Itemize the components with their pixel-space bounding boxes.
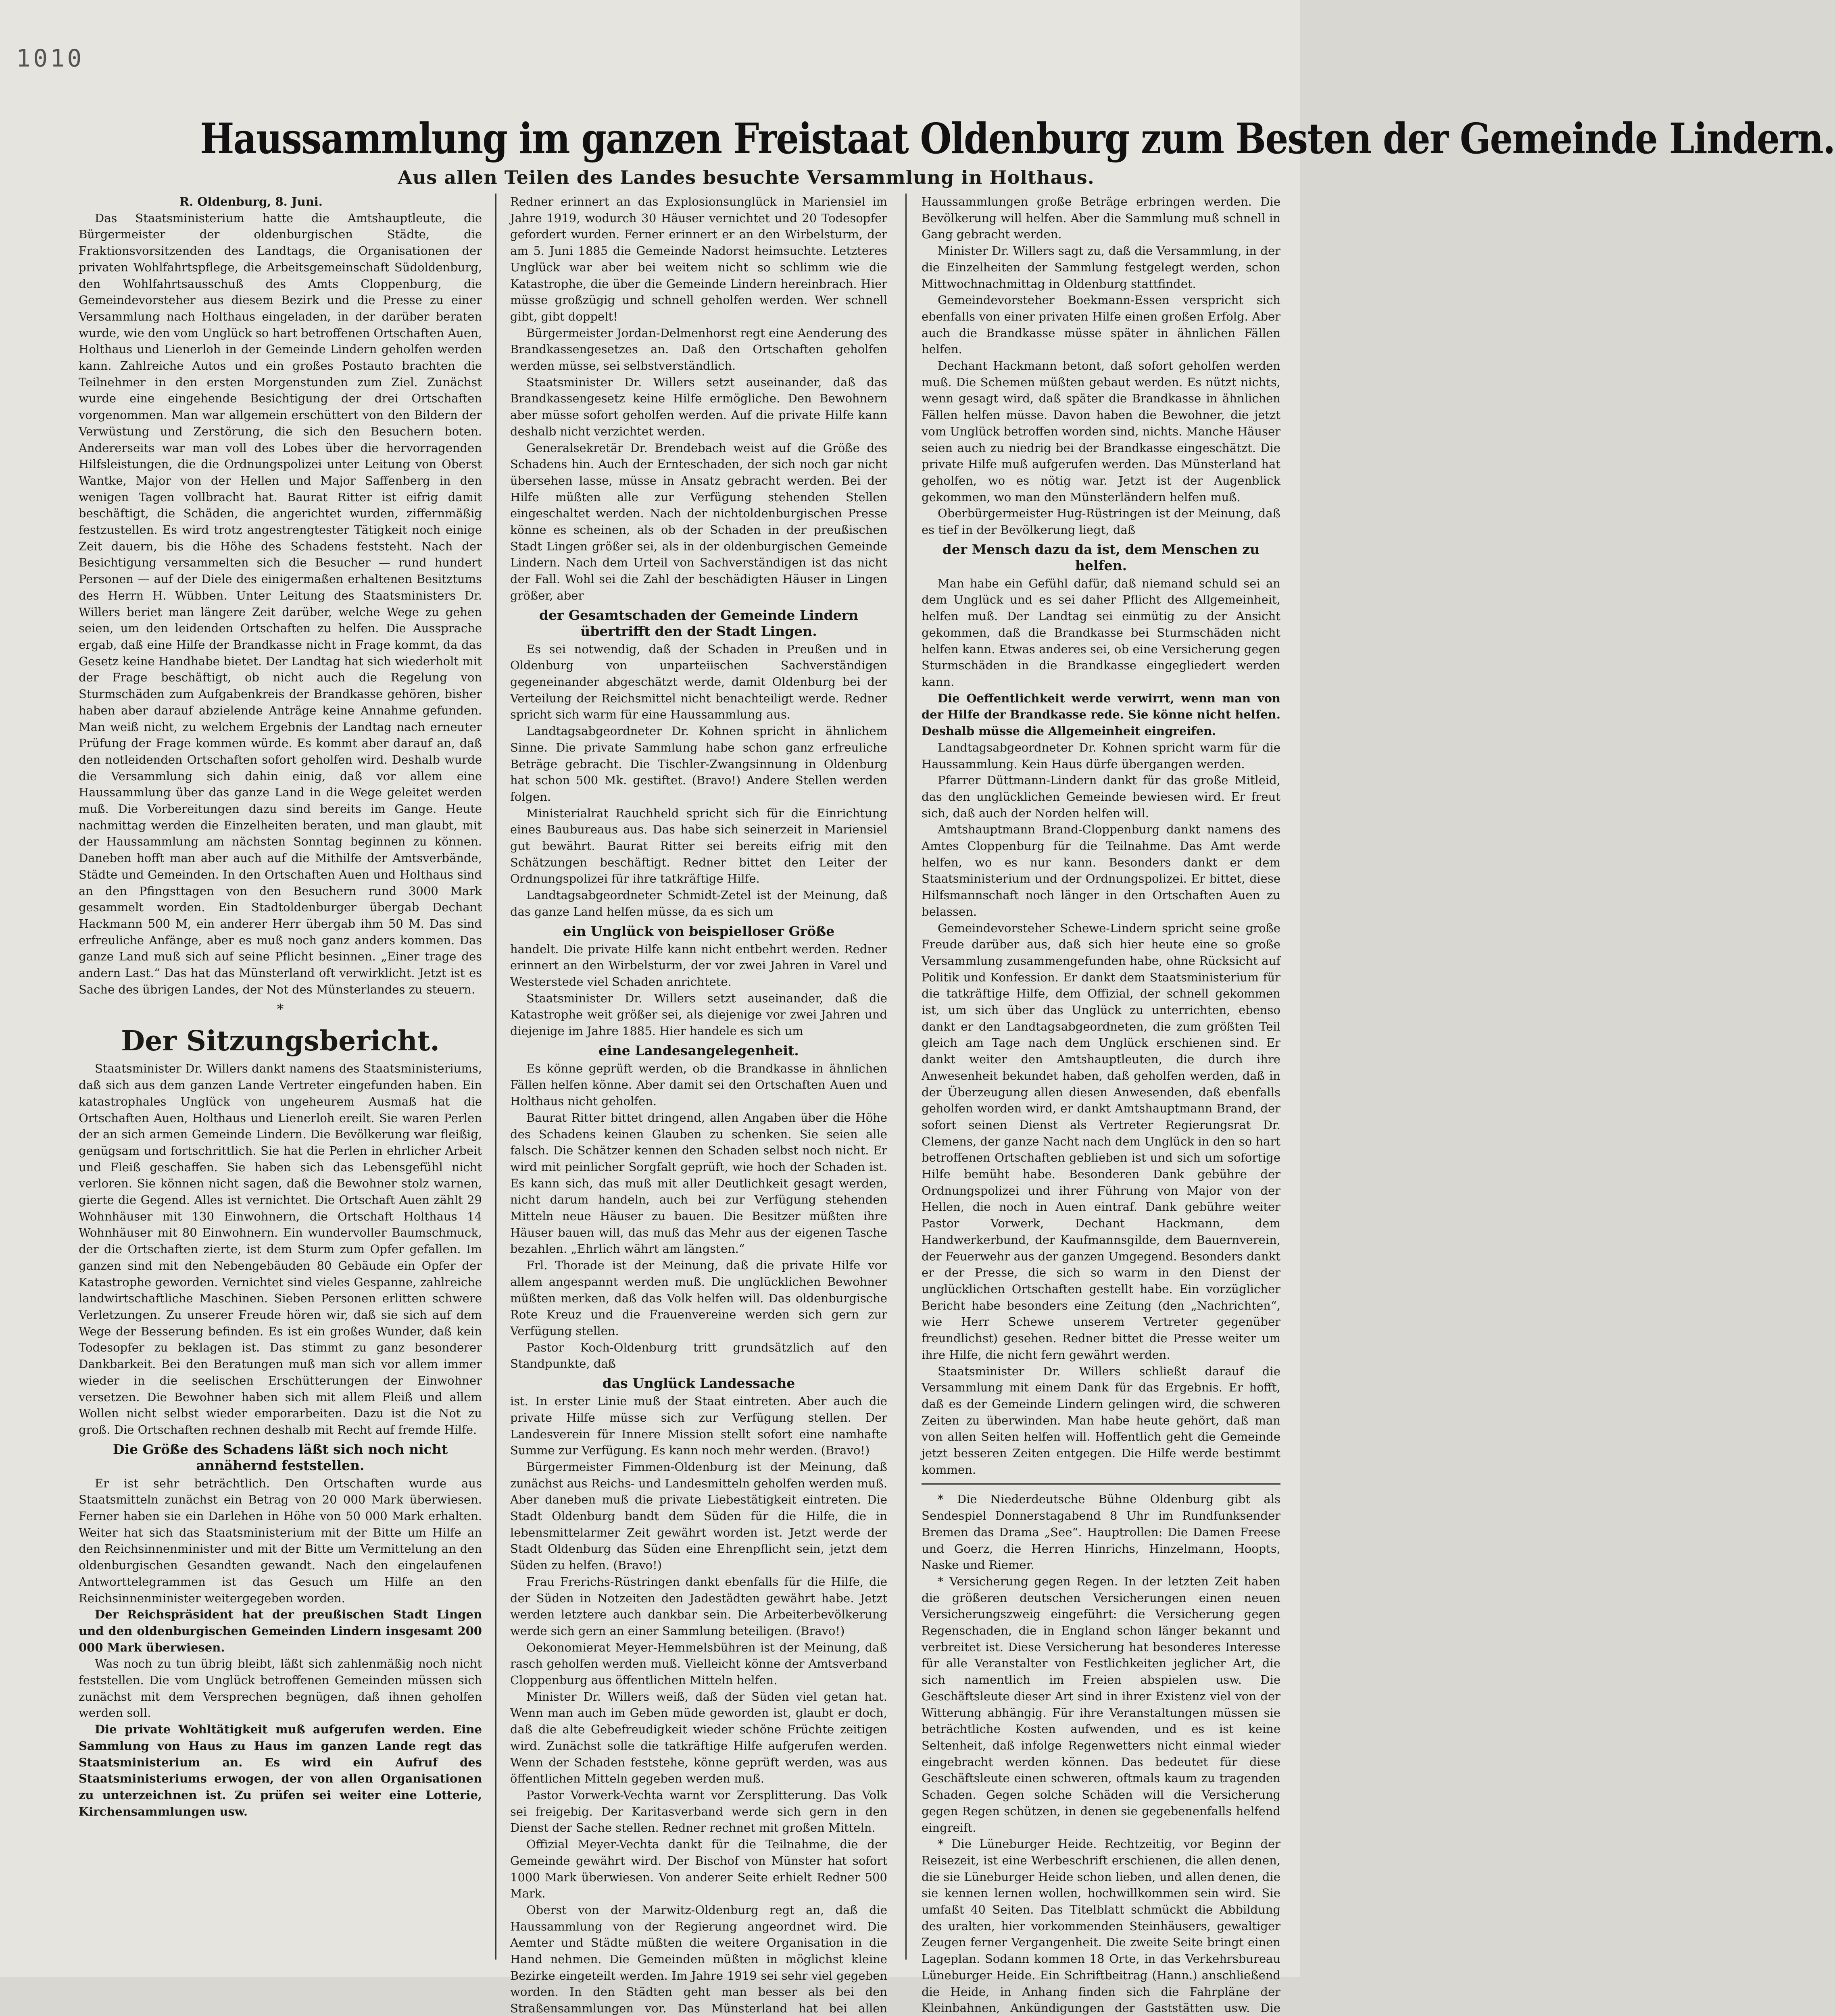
paragraph: Gemeindevorsteher Boekmann-Essen verspricht sich ebenfalls von einer privaten Hilfe einen großen Erfolg. Aber auch die Brandkasse müsse später in ähnlichen Fällen helfen. [922, 293, 1280, 356]
paragraph: Pfarrer Düttmann-Lindern dankt für das große Mitleid, das den unglücklichen Gemeinde bewiesen wird. Er freut sich, daß auch der Norden helfen will. [922, 773, 1280, 820]
paragraph: Minister Dr. Willers sagt zu, daß die Versammlung, in der die Einzelheiten der Sammlung festgelegt werden, schon Mittwochnachmittag in Oldenburg stattfindet. [922, 244, 1280, 291]
paragraph: Was noch zu tun übrig bleibt, läßt sich zahlenmäßig noch nicht feststellen. Die vom Unglück betroffenen Gemeinden müssen sich zunächst mit dem Versprechen begnügen, daß ihnen geholfen werden soll. [79, 1657, 482, 1720]
paragraph: Redner erinnert an das Explosionsunglück in Mariensiel im Jahre 1919, wodurch 30 Häuser vernichtet und 20 Todesopfer gefordert wurden. Ferner erinnert er an den Wirbelsturm, der am 5. Juni 1885 die Gemeinde Nadorst heimsuchte. Letzteres Unglück war aber bei weitem nicht so schlimm wie die Katastrophe, die über die Gemeinde Lindern hereinbrach. Hier müsse großzügig und schnell geholfen werden. Wer schnell gibt, gibt doppelt! [510, 195, 887, 323]
paragraph: Staatsminister Dr. Willers setzt auseinander, daß das Brandkassengesetz keine Hilfe ermögliche. Den Bewohnern aber müsse sofort geholfen werden. Auf die private Hilfe kann deshalb nicht verzichtet werden. [510, 375, 887, 438]
paragraph: Staatsminister Dr. Willers schließt darauf die Versammlung mit einem Dank für das Ergebnis. Er hofft, daß es der Gemeinde Lindern gelingen wird, die schweren Zeiten zu überwinden. Man habe heute gehört, daß man von allen Seiten helfen will. Hoffentlich geht die Gemeinde jetzt besseren Zeiten entgegen. Die Hilfe werde bestimmt kommen. [922, 1364, 1280, 1477]
paragraph: Das Staatsministerium hatte die Amtshauptleute, die Bürgermeister der oldenburgischen Städte, die Fraktionsvorsitzenden des Landtags, die Organisationen der privaten Wohlfahrtspflege, die Arbeitsgemeinschaft Südoldenburg, den Wohlfahrtsausschuß des Amts Cloppenburg, die Gemeindevorsteher aus diesem Bezirk und die Presse zu einer Versammlung nach Holthaus eingeladen, in der darüber beraten wurde, wie den vom Unglück so hart betroffenen Ortschaften Auen, Holthaus und Lienerloh in der Gemeinde Lindern geholfen werden kann. Zahlreiche Autos und ein großes Postauto brachten die Teilnehmer in den ersten Morgenstunden zum Ziel. Zunächst wurde eine eingehende Besichtigung der drei Ortschaften vorgenommen. Man war allgemein erschüttert von den Bildern der Verwüstung und Zerstörung, die sich den Besuchern boten. Andererseits war man voll des Lobes über die hervorragenden Hilfsleistungen, die die Ordnungspolizei unter Leitung von Oberst Wantke, Major von der Hellen und Major Saffenberg in den wenigen Tagen vollbracht hat. Baurat Ritter ist eifrig damit beschäftigt, die Schäden, die angerichtet wurden, ziffernmäßig festzustellen. Es wird trotz angestrengtester Tätigkeit noch einige Zeit dauern, bis die Höhe des Schadens feststeht. Nach der Besichtigung versammelten sich die Besucher — rund hundert Personen — auf der Diele des einigermaßen erhaltenen Besitztums des Herrn H. Wübben. Unter Leitung des Staatsministers Dr. Willers beriet man längere Zeit darüber, welche Wege zu gehen seien, um den leidenden Ortschaften zu helfen. Die Aussprache ergab, daß eine Hilfe der Brandkasse nicht in Frage kommt, da das Gesetz keine Handhabe bietet. Der Landtag hat sich wiederholt mit der Frage beschäftigt, ob nicht auch die Regelung von Sturmschäden zum Aufgabenkreis der Brandkasse gehören, bisher haben aber darauf abzielende Anträge keine Annahme gefunden. Man weiß nicht, zu welchem Ergebnis der Landtag nach erneuter Prüfung der Frage kommen würde. Es kommt aber darauf an, daß den notleidenden Ortschaften sofort geholfen wird. Deshalb wurde die Versammlung sich dahin einig, daß vor allem eine Haussammlung über das ganze Land in die Wege geleitet werden muß. Die Vorbereitungen dazu sind bereits im Gange. Heute nachmittag werden die Einzelheiten beraten, und man glaubt, mit der Haussammlung am nächsten Sonntag beginnen zu können. Daneben hofft man aber auch auf die Mithilfe der Amtsverbände, Städte und Gemeinden. In den Ortschaften Auen und Holthaus sind an den Pfingsttagen von den Besuchern rund 3000 Mark gesammelt worden. Ein Stadtoldenburger übergab Dechant Hackmann 500 M, ein anderer Herr übergab ihm 50 M. Das sind erfreuliche Anfänge, aber es muß noch ganz anders kommen. Das ganze Land muß sich auf seine Pflicht besinnen. „Einer trage des andern Last.“ Das hat das Münsterland oft verwirklicht. Jetzt ist es Sache des übrigen Landes, der Not des Münsterlandes zu steuern. [79, 211, 482, 996]
paragraph: Er ist sehr beträchtlich. Den Ortschaften wurde aus Staatsmitteln zunächst ein Betrag von 20 000 Mark überwiesen. Ferner haben sie ein Darlehen in Höhe von 50 000 Mark erhalten. Weiter hat sich das Staatsministerium mit der Bitte um Hilfe an den Reichsinnenminister und mit der Bitte um Vermittelung an den oldenburgischen Gesandten gewandt. Nach den eingelaufenen Antworttelegrammen ist das Gesuch um Hilfe an den Reichsinnenminister weitergegeben worden. [79, 1476, 482, 1605]
paragraph: Baurat Ritter bittet dringend, allen Angaben über die Höhe des Schadens keinen Glauben zu schenken. Sie seien alle falsch. Die Schätzer kennen den Schaden selbst noch nicht. Er wird mit peinlicher Sorgfalt geprüft, wie hoch der Schaden ist. Es kann sich, das muß mit aller Deutlichkeit gesagt werden, nicht darum handeln, auch bei zur Verfügung stehenden Mitteln neue Häuser zu bauen. Die Besitzer müßten ihre Häuser bauen will, das muß das Mehr aus der eigenen Tasche bezahlen. „Ehrlich währt am längsten.“ [510, 1110, 887, 1256]
subheading: eine Landesangelegenheit. [598, 1042, 799, 1058]
column-rule [495, 194, 496, 1960]
paragraph: Offizial Meyer-Vechta dankt für die Teilnahme, die der Gemeinde gewährt wird. Der Bischof von Münster hat sofort 1000 Mark überwiesen. Von anderer Seite erhielt Redner 500 Mark. [510, 1837, 887, 1901]
paragraph: Bürgermeister Jordan-Delmenhorst regt eine Aenderung des Brandkassengesetzes an. Daß den Ortschaften geholfen werden müsse, sei selbstverständlich. [510, 326, 887, 373]
paragraph: Dechant Hackmann betont, daß sofort geholfen werden muß. Die Schemen müßten gebaut werden. Es nützt nichts, wenn gesagt wird, daß später die Brandkasse in ähnlichen Fällen helfen müsse. Davon haben die Bewohner, die jetzt vom Unglück betroffen worden sind, nichts. Manche Häuser seien auch zu niedrig bei der Brandkasse eingeschätzt. Die private Hilfe muß aufgerufen werden. Das Münsterland hat geholfen, wo es nötig war. Jetzt ist der Augenblick gekommen, wo man den Münsterländern helfen muß. [922, 359, 1280, 504]
paragraph: Ministerialrat Rauchheld spricht sich für die Einrichtung eines Baubureaus aus. Das habe sich seinerzeit in Mariensiel gut bewährt. Baurat Ritter sei bereits eifrig mit den Schätzungen beschäftigt. Redner bittet den Leiter der Ordnungspolizei für ihre tatkräftige Hilfe. [510, 806, 887, 886]
paragraph: handelt. Die private Hilfe kann nicht entbehrt werden. Redner erinnert an den Wirbelsturm, der vor zwei Jahren in Varel und Westerstede viel Schaden anrichtete. [510, 942, 887, 989]
paragraph: Es könne geprüft werden, ob die Brandkasse in ähnlichen Fällen helfen könne. Aber damit sei den Ortschaften Auen und Holthaus nicht geholfen. [510, 1061, 887, 1108]
paragraph: Die private Wohltätigkeit muß aufgerufen werden. Eine Sammlung von Haus zu Haus im ganzen Lande regt das Staatsministerium an. Es wird ein Aufruf des Staatsministeriums erwogen, der von allen Organisationen zu unterzeichnen ist. Zu prüfen sei weiter eine Lotterie, Kirchensammlungen usw. [79, 1722, 482, 1818]
subheading: das Unglück Landessache [602, 1375, 795, 1391]
paragraph: Bürgermeister Fimmen-Oldenburg ist der Meinung, daß zunächst aus Reichs- und Landesmitteln geholfen werden muß. Aber daneben muß die private Liebestätigkeit eintreten. Die Stadt Oldenburg bandt dem Süden für die Hilfe, die in lebensmittelarmer Zeit gewährt worden ist. Jetzt werde der Stadt Oldenburg das Süden eine Ehrenpflicht sein, jetzt dem Süden zu helfen. (Bravo!) [510, 1460, 887, 1572]
article-column-2 [510, 194, 887, 2016]
paragraph: ist. In erster Linie muß der Staat eintreten. Aber auch die private Hilfe müsse sich zur Verfügung stellen. Der Landesverein für Innere Mission stellt sofort eine namhafte Summe zur Verfügung. Es kann noch mehr werden. (Bravo!) [510, 1394, 887, 1458]
paragraph: Staatsminister Dr. Willers setzt auseinander, daß die Katastrophe weit größer sei, als diejenige vor zwei Jahren und diejenige im Jahre 1885. Hier handele es sich um [510, 991, 887, 1038]
page-number: 1010 [16, 44, 84, 73]
paragraph: Minister Dr. Willers weiß, daß der Süden viel getan hat. Wenn man auch im Geben müde geworden ist, glaubt er doch, daß die alte Gebefreudigkeit wieder schöne Früchte zeitigen wird. Zunächst solle die tatkräftige Hilfe aufgerufen werden. Wenn der Schaden feststehe, könne geprüft werden, was aus öffentlichen Mitteln gegeben werden muß. [510, 1689, 887, 1786]
paragraph: Pastor Vorwerk-Vechta warnt vor Zersplitterung. Das Volk sei freigebig. Der Karitasverband werde sich gern in den Dienst der Sache stellen. Redner rechnet mit großen Mitteln. [510, 1788, 887, 1835]
paragraph: Es sei notwendig, daß der Schaden in Preußen und in Oldenburg von unparteiischen Sachverständigen gegeneinander abgeschätzt werde, damit Oldenburg bei der Verteilung der Reichsmittel nicht benachteiligt werde. Redner spricht sich warm für eine Haussammlung aus. [510, 642, 887, 722]
paragraph: Staatsminister Dr. Willers dankt namens des Staatsministeriums, daß sich aus dem ganzen Lande Vertreter eingefunden haben. Ein katastrophales Unglück von ungeheurem Ausmaß hat die Ortschaften Auen, Holthaus und Lienerloh ereilt. Sie waren Perlen der an sich armen Gemeinde Lindern. Die Bevölkerung war fleißig, genügsam und fortschrittlich. Sie hat die Perlen in ehrlicher Arbeit und Fleiß geschaffen. Sie haben sich das Lebensgefühl nicht verloren. Sie können nicht sagen, daß die Bewohner stolz warnen, gierte die Gegend. Alles ist vernichtet. Die Ortschaft Auen zählt 29 Wohnhäuser mit 130 Einwohnern, die Ortschaft Holthaus 14 Wohnhäuser mit 80 Einwohnern. Ein wundervoller Baumschmuck, der die Ortschaften zierte, ist dem Sturm zum Opfer gefallen. Im ganzen sind mit den Nebengebäuden 80 Gebäude ein Opfer der Katastrophe geworden. Vernichtet sind vieles Gespanne, zahlreiche landwirtschaftliche Maschinen. Sieben Personen erlitten schwere Verletzungen. Zu unserer Freude hören wir, daß sie sich auf dem Wege der Besserung befinden. Es ist ein großes Wunder, daß kein Todesopfer zu beklagen ist. Das stimmt zu ganz besonderer Dankbarkeit. Bei den Beratungen muß man sich vor allem immer wieder in die seelischen Erschütterungen der Einwohner versetzen. Die Bewohner haben sich mit allem Fleiß und allem Wollen nicht selbst wieder emporarbeiten. Dazu ist die Not zu groß. Die Ortschaften rechnen deshalb mit Recht auf fremde Hilfe. [79, 1062, 482, 1437]
paragraph: Amtshauptmann Brand-Cloppenburg dankt namens des Amtes Cloppenburg für die Teilnahme. Das Amt werde helfen, wo es nur kann. Besonders dankt er dem Staatsministerium und der Ordnungspolizei. Er bittet, diese Hilfsmannschaft noch länger in den Ortschaften Auen zu belassen. [922, 823, 1280, 918]
article-column-1 [79, 194, 482, 1964]
subheading: der Gesamtschaden der Gemeinde Lindern übertrifft den der Stadt Lingen. [539, 607, 859, 639]
headline: Haussammlung im ganzen Freistaat Oldenburg zum Besten der Gemeinde Lindern. [200, 114, 1835, 163]
paragraph: Generalsekretär Dr. Brendebach weist auf die Größe des Schadens hin. Auch der Ernteschaden, der sich noch gar nicht übersehen lasse, müsse in Ansatz gebracht werden. Bei der Hilfe müßten alle zur Verfügung stehenden Stellen eingeschaltet werden. Nach der nichtoldenburgischen Presse könne es scheinen, als ob der Schaden in der preußischen Stadt Lingen größer sei, als in der oldenburgischen Gemeinde Lindern. Nach dem Urteil von Sachverständigen ist das nicht der Fall. Wohl sei die Zahl der beschädigten Häuser in Lingen größer, aber [510, 441, 887, 602]
paragraph: Oekonomierat Meyer-Hemmelsbühren ist der Meinung, daß rasch geholfen werden muß. Vielleicht könne der Amtsverband Cloppenburg aus öffentlichen Mitteln helfen. [510, 1640, 887, 1687]
paragraph: Haussammlungen große Beträge erbringen werden. Die Bevölkerung will helfen. Aber die Sammlung muß schnell in Gang gebracht werden. [922, 195, 1280, 242]
article-column-3 [922, 194, 1280, 2015]
column-rule [905, 194, 907, 1960]
subheading: Die Größe des Schadens läßt sich noch nicht annähernd feststellen. [113, 1441, 448, 1473]
paragraph: Frau Frerichs-Rüstringen dankt ebenfalls für die Hilfe, die der Süden in Notzeiten den Jadestädten gewährt habe. Jetzt werden letztere auch dankbar sein. Die Arbeiterbevölkerung werde sich gern an einer Sammlung beteiligen. (Bravo!) [510, 1574, 887, 1638]
paragraph: Gemeindevorsteher Schewe-Lindern spricht seine große Freude darüber aus, daß sich hier heute eine so große Versammlung zusammengefunden habe, ohne Rücksicht auf Politik und Konfession. Er dankt dem Staatsministerium für die tatkräftige Hilfe, dem Offizial, der schnell gekommen ist, um sich über das Unglück zu unterrichten, ebenso dankt er den Landtagsabgeordneten, die zum größten Teil gleich am Tage nach dem Unglück erschienen sind. Er dankt weiter den Amtshauptleuten, die durch ihre Anwesenheit bekundet haben, daß geholfen werden, daß in der Überzeugung allen diesen Anwesenden, daß ebenfalls geholfen worden wird, er dankt Amtshauptmann Brand, der sofort seinen Dienst als Vertreter Regierungsrat Dr. Clemens, der ganze Nacht nach dem Unglück in den so hart betroffenen Ortschaften geblieben ist und sich um sofortige Hilfe bemüht habe. Besonderen Dank gebühre der Ordnungspolizei und ihrer Führung von Major von der Hellen, die noch in Auen eintraf. Dank gebühre weiter Pastor Vorwerk, Dechant Hackmann, dem Handwerkerbund, der Kaufmannsgilde, dem Bauernverein, der Feuerwehr aus der ganzen Umgegend. Besonders dankt er der Presse, die sich so warm in den Dienst der unglücklichen Ortschaften gestellt habe. Ein vorzüglicher Bericht habe besonders eine Zeitung (den „Nachrichten“, wie Herr Schewe unserem Vertreter gegenüber freundlichst) gesehen. Redner bittet die Presse weiter um ihre Hilfe, die nicht fern gewährt werden. [922, 921, 1280, 1362]
paragraph: Pastor Koch-Oldenburg tritt grundsätzlich auf den Standpunkte, daß [510, 1340, 887, 1371]
paragraph: Die Oeffentlichkeit werde verwirrt, wenn man von der Hilfe der Brandkasse rede. Sie könne nicht helfen. Deshalb müsse die Allgemeinheit eingreifen. [922, 691, 1280, 738]
paragraph: Man habe ein Gefühl dafür, daß niemand schuld sei an dem Unglück und es sei daher Pflicht des Allgemeinheit, helfen muß. Der Landtag sei einmütig zu der Ansicht gekommen, daß die Brandkasse bei Sturmschäden nicht helfen kann. Etwas anderes sei, ob eine Versicherung gegen Sturmschäden in die Brandkasse eingegliedert werden kann. [922, 576, 1280, 689]
subheadline: Aus allen Teilen des Landes besuchte Versammlung in Holthaus. [398, 167, 1095, 188]
section-title: Der Sitzungsbericht. [121, 1025, 440, 1058]
paragraph: Oberbürgermeister Hug-Rüstringen ist der Meinung, daß es tief in der Bevölkerung liegt, daß [922, 506, 1280, 537]
subheading: der Mensch dazu da ist, dem Menschen zu helfen. [942, 541, 1260, 573]
paragraph: Landtagsabgeordneter Schmidt-Zetel ist der Meinung, daß das ganze Land helfen müsse, da es sich um [510, 888, 887, 918]
separator-star: * [277, 1001, 284, 1018]
news-item: * Die Niederdeutsche Bühne Oldenburg gibt als Sendespiel Donnerstagabend 8 Uhr im Rundfunksender Bremen das Drama „See“. Hauptrollen: Die Damen Freese und Goerz, die Herren Hinrichs, Hinzelmann, Hoopts, Naske und Riemer. [922, 1492, 1280, 1572]
news-item: * Die Lüneburger Heide. Rechtzeitig, vor Beginn der Reisezeit, ist eine Werbeschrift erschienen, die allen denen, die sie Lüneburger Heide schon lieben, und allen denen, die sie kennen lernen wollen, hochwillkommen sein wird. Sie umfaßt 40 Seiten. Das Titelblatt schmückt die Abbildung des uralten, hier vorkommenden Steinhäusers, gewaltiger Zeugen ferner Vergangenheit. Die zweite Seite bringt einen Lageplan. Sodann kommen 18 Orte, in das Verkehrsbureau Lüneburger Heide. Ein Schriftbeitrag (Hann.) anschließend die Heide, in Anhang finden sich die Fahrpläne der Kleinbahnen, Ankündigungen der Gaststätten usw. Die [922, 1837, 1280, 2015]
paragraph: Frl. Thorade ist der Meinung, daß die private Hilfe vor allem angespannt werden muß. Die unglücklichen Bewohner müßten merken, daß das Volk helfen will. Das oldenburgische Rote Kreuz und die Frauenvereine werden sich gern zur Verfügung stellen. [510, 1258, 887, 1338]
column-divider [922, 1483, 1280, 1485]
subheading: ein Unglück von beispielloser Größe [563, 923, 835, 939]
paragraph: Der Reichspräsident hat der preußischen Stadt Lingen und den oldenburgischen Gemeinden Lindern insgesamt 200 000 Mark überwiesen. [79, 1608, 482, 1654]
paragraph: Landtagsabgeordneter Dr. Kohnen spricht in ähnlichem Sinne. Die private Sammlung habe schon ganz erfreuliche Beträge gebracht. Die Tischler-Zwangsinnung in Oldenburg hat schon 500 Mk. gestiftet. (Bravo!) Andere Stellen werden folgen. [510, 724, 887, 804]
paragraph: Oberst von der Marwitz-Oldenburg regt an, daß die Haussammlung von der Regierung angeordnet wird. Die Aemter und Städte müßten die weitere Organisation in die Hand nehmen. Die Gemeinden müßten in möglichst kleine Bezirke eingeteilt werden. Im Jahre 1919 sei sehr viel gegeben worden. In den Städten geht man besser als bei den Straßensammlungen vor. Das Münsterland hat bei allen [510, 1903, 887, 2016]
news-item: * Versicherung gegen Regen. In der letzten Zeit haben die größeren deutschen Versicherungen einen neuen Versicherungszweig eingeführt: die Versicherung gegen Regenschaden, die in England schon länger bekannt und verbreitet ist. Diese Versicherung hat besonderes Interesse für alle Veranstalter von Festlichkeiten jeglicher Art, die sich namentlich im Freien abspielen usw. Die Geschäftsleute dieser Art sind in ihrer Existenz viel von der Witterung abhängig. Für ihre Veranstaltungen müssen sie beträchtliche Kosten aufwenden, und es ist keine Seltenheit, daß infolge Regenwetters nicht einmal wieder eingebracht werden können. Das bedeutet für diese Geschäftsleute einen schweren, oftmals kaum zu tragenden Schaden. Gegen solche Schäden will die Versicherung gegen Regen schützen, in denen sie gegebenenfalls helfend eingreift. [922, 1574, 1280, 1835]
dateline: R. Oldenburg, 8. Juni. [179, 195, 323, 208]
paragraph: Landtagsabgeordneter Dr. Kohnen spricht warm für die Haussammlung. Kein Haus dürfe übergangen werden. [922, 740, 1280, 771]
